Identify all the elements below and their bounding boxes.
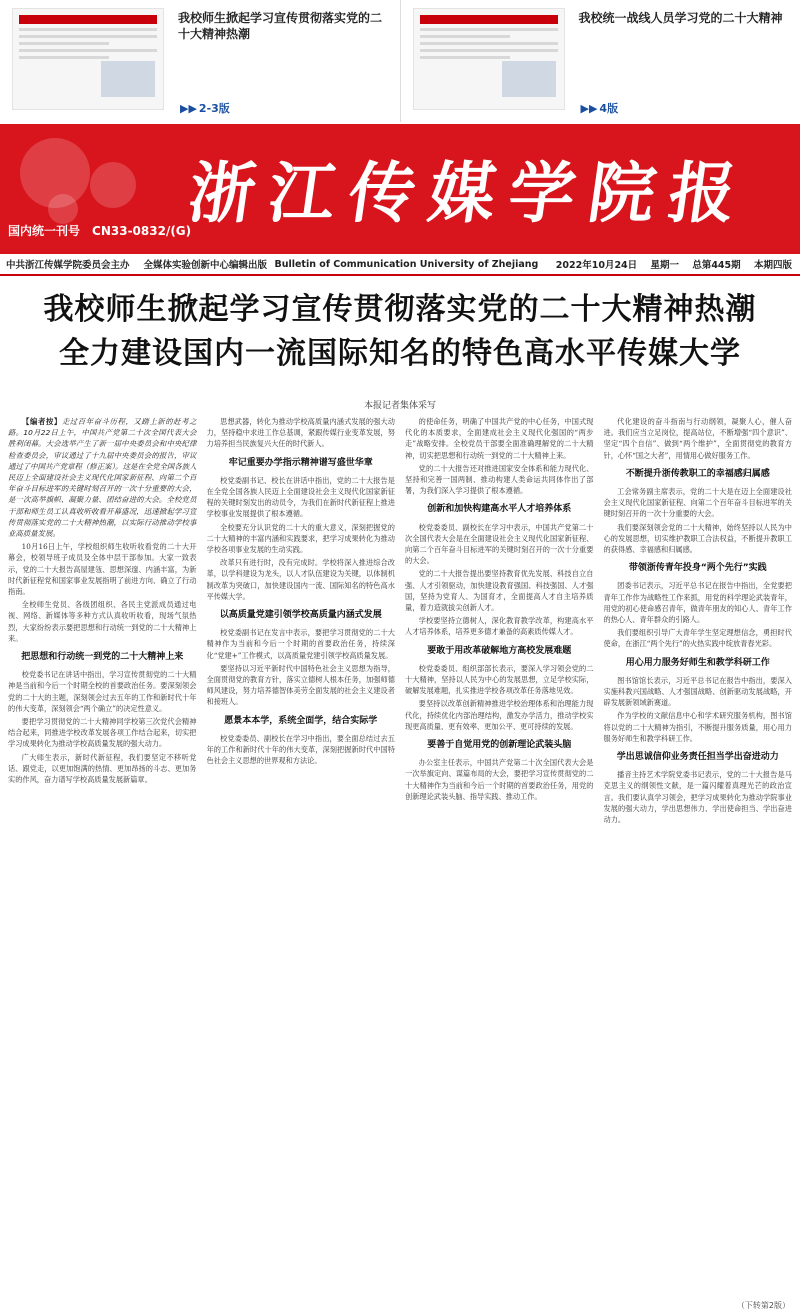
- teaser-strip: [0, 0, 800, 122]
- teaser-page-link[interactable]: ▶▶ 4版: [580, 102, 619, 115]
- subheading: 要善于自觉用党的创新理论武装头脑: [427, 740, 572, 751]
- subheading: 以高质量党建引领学校高质量内涵式发展: [219, 610, 382, 621]
- paragraph: 校党委副书记在发言中表示，要把学习贯彻党的二十大精神作为当前和今后一个时期的首要政治任务，持续深化“党建+”工作模式，以高质量党建引领学校高质量发展。: [206, 628, 395, 660]
- column-2: [207, 416, 396, 1296]
- subheading: 把思想和行动统一到党的二十大精神上来: [21, 652, 184, 663]
- subheading: 愿景本本学，系统全面学，结合实际学: [224, 715, 378, 726]
- paragraph: 的使命任务，明确了中国共产党的中心任务，中国式现代化的本质要求，全面建成社会主义现代化强国的“两步走”战略安排。全校党员干部要全面准确理解党的二十大精神，切实把思想和行动统一到党的二十大精神上来。: [405, 417, 594, 460]
- issue-date: 2022年10月24日: [555, 260, 638, 271]
- paragraph: 工会常务副主席表示，党的二十大是在迈上全面建设社会主义现代化国家新征程、向第二个百年奋斗目标进军的关键时刻召开的一次十分重要的大会。: [603, 487, 792, 519]
- issue-weekday: 星期一: [650, 260, 679, 271]
- paragraph: 校党委委员、副校长在学习中指出，要全面总结过去五年的工作和新时代十年的伟大变革，深刻把握新时代中国特色社会主义思想的世界观和方法论。: [206, 733, 395, 766]
- byline: 本报记者集体采写: [363, 401, 436, 411]
- subheading: 要敢于用改革破解地方高校发展难题: [427, 645, 572, 656]
- english-title: Bulletin of Communication University of Zhejiang: [274, 258, 539, 270]
- column-1: [8, 416, 197, 1296]
- issue-number: 总第445期: [692, 260, 741, 271]
- paragraph: 改革只有进行时，没有完成时。学校将深入推进综合改革，以学科建设为龙头，以人才队伍建设为关键，以体制机制改革为突破口，加快建设国内一流、国际知名的特色高水平传媒大学。: [206, 558, 395, 601]
- paragraph: 要把学习贯彻党的二十大精神同学校第三次党代会精神结合起来，同推进学校改革发展各项工作结合起来，切实把学习成果转化为推动学校高质量发展的强大动力。: [8, 717, 197, 749]
- subheading: 用心用力服务好师生和教学科研工作: [625, 657, 770, 668]
- lead-headline: [0, 290, 800, 374]
- paragraph: 校党委副书记、校长在讲话中指出，党的二十大报告是在全党全国各族人民迈上全面建设社会主义现代化国家新征程的关键时刻发出的动员令，为我们在新时代新征程上推进学校事业发展提供了根本遵循。: [206, 475, 395, 519]
- photo-placeholder-icon: [101, 61, 155, 97]
- paragraph: 要坚持以习近平新时代中国特色社会主义思想为指导，全面贯彻党的教育方针，落实立德树人根本任务，加强师德师风建设，努力培养德智体美劳全面发展的社会主义建设者和接班人。: [206, 663, 395, 707]
- paragraph: 我们要组织引导广大青年学生坚定理想信念，勇担时代使命，在浙江“两个先行”的火热实践中绽放青春光彩。: [603, 628, 792, 649]
- paragraph: 办公室主任表示，中国共产党第二十次全国代表大会是一次举旗定向、谋篇布局的大会，要把学习宣传贯彻党的二十大精神作为当前和今后一个时期的首要政治任务，用党的创新理论武装头脑、指导实践、推动工作。: [405, 758, 594, 801]
- subheading: 创新和加快构建高水平人才培养体系: [427, 504, 572, 515]
- editor-note: 【编者按】走过百年奋斗历程，又踏上新的赶考之路。10月22日上午，中国共产党第二十次全国代表大会胜利闭幕。大会选举产生了新一届中央委员会和中央纪律检查委员会，审议通过了十九届中央委员会的报告，审议通过了中国共产党章程（修正案）。这是在全党全国各族人民迈上全面建设社会主义现代化国家新征程、向第二个百年奋斗目标进军的关键时刻召开的一次十分重要的大会，是一次高举旗帜、凝聚力量、团结奋进的大会。全校党员干部和师生员工认真收听收看开幕盛况，迅速掀起学习宣传贯彻落实党的二十大精神热潮，以实际行动推动学校事业高质量发展。: [8, 417, 197, 539]
- paragraph: 思想武器，转化为推动学校高质量内涵式发展的强大动力，坚持稳中求进工作总基调，紧跟传媒行业变革发展，努力培养担当民族复兴大任的时代新人。: [206, 417, 395, 449]
- paragraph: 学校要坚持立德树人，深化教育教学改革，构建高水平人才培养体系，培养更多德才兼备的高素质传媒人才。: [405, 616, 594, 637]
- subheading: 带领浙传青年投身“两个先行”实践: [628, 563, 767, 574]
- headline-line-2: 全力建设国内一流国际知名的特色高水平传媒大学: [59, 336, 741, 371]
- paragraph: 团委书记表示，习近平总书记在报告中指出，全党要把青年工作作为战略性工作来抓，用党的科学理论武装青年，用党的初心使命感召青年，做青年朋友的知心人、青年工作的热心人、青年群众的引路人。: [603, 581, 792, 625]
- photo-placeholder-icon: [502, 61, 556, 97]
- paragraph: 10月16日上午，学校组织师生收听收看党的二十大开幕会，校领导班子成员及全体中层干部参加。大家一致表示，党的二十大报告高屋建瓴、思想深邃、内涵丰富，为新时代新征程党和国家事业发展指明了前进方向、确立了行动指南。: [8, 542, 197, 597]
- headline-line-1: 我校师生掀起学习宣传贯彻落实党的二十大精神热潮: [43, 292, 757, 327]
- paragraph: 党的二十大报告提出要坚持教育优先发展、科技自立自强、人才引领驱动，加快建设教育强国、科技强国、人才强国，坚持为党育人、为国育才，全面提高人才自主培养质量，着力造就拔尖创新人才。: [405, 569, 594, 613]
- paragraph: 全校师生党员、各级团组织、各民主党派成员通过电视、网络、新媒体等多种方式认真收听收看，现场气氛热烈，大家纷纷表示要把思想和行动统一到党的二十大精神上来。: [8, 600, 197, 643]
- paragraph: 代化建设的奋斗指南与行动纲领，凝聚人心，催人奋进。我们应当立足岗位，提高站位，不断增强“四个意识”、坚定“四个自信”、做到“两个维护”，全面贯彻党的教育方针，心怀“国之大者”，用情用心做好服务工作。: [603, 417, 792, 460]
- arrow-right-icon: ▶▶: [180, 102, 197, 115]
- subheading: 不断提升浙传教职工的幸福感归属感: [625, 468, 770, 479]
- column-4: [604, 416, 793, 1296]
- paragraph: 播音主持艺术学院党委书记表示，党的二十大报告是马克思主义的纲领性文献，是一篇闪耀着真理光芒的政治宣言。我们要认真学习领会，把学习成果转化为推动学院事业发展的强大动力，学出思想伟力、学出使命担当、学出奋进动力。: [603, 770, 792, 825]
- teaser-right[interactable]: [401, 0, 800, 122]
- paragraph: 校党委书记在讲话中指出，学习宣传贯彻党的二十大精神是当前和今后一个时期全校的首要政治任务。要深刻领会党的二十大的主题，深刻领会过去五年的工作和新时代十年的伟大变革，深刻领会“两个确立”的决定性意义。: [8, 670, 197, 713]
- teaser-page-link[interactable]: ▶▶ 2-3版: [180, 102, 230, 115]
- teaser-left[interactable]: [0, 0, 401, 122]
- teaser-title[interactable]: 我校师生掀起学习宣传贯彻落实党的二十大精神热潮: [178, 11, 383, 41]
- teaser-thumbnail[interactable]: [413, 8, 565, 110]
- subheading: 牢记重要办学指示精神谱写盛世华章: [228, 457, 373, 468]
- paragraph: 党的二十大报告还对推进国家安全体系和能力现代化、坚持和完善一国两制、推动构建人类命运共同体作出了部署，为我们深入学习提供了根本遵循。: [405, 463, 594, 496]
- page-count: 本期四版: [753, 260, 792, 271]
- paragraph: 作为学校的文献信息中心和学术研究服务机构，图书馆将以党的二十大精神为指引，不断提升服务质量，用心用力服务好师生和教学科研工作。: [603, 711, 792, 743]
- paragraph: 广大师生表示，新时代新征程，我们要坚定不移听党话、跟党走，以更加饱满的热情、更加昂扬的斗志、更加务实的作风，奋力谱写学校高质量发展新篇章。: [8, 752, 197, 785]
- paragraph: 校党委委员、组织部部长表示，要深入学习领会党的二十大精神，坚持以人民为中心的发展思想，立足学校实际，破解发展难题，扎实推进学校各项改革任务落地见效。: [405, 663, 594, 696]
- column-3: [405, 416, 594, 1296]
- issue-meta: [546, 257, 792, 271]
- masthead: [0, 124, 800, 254]
- serial-number: 国内统一刊号 CN33-0832/(G): [8, 224, 192, 238]
- teaser-thumbnail[interactable]: [12, 8, 164, 110]
- paragraph: 校党委委员、副校长在学习中表示，中国共产党第二十次全国代表大会是在全面建设社会主义现代化国家新征程、向第二个百年奋斗目标进军的关键时刻召开的一次十分重要的大会。: [405, 522, 594, 566]
- paragraph: 图书馆馆长表示，习近平总书记在报告中指出，要深入实施科教兴国战略、人才强国战略、创新驱动发展战略，开辟发展新领域新赛道。: [603, 675, 792, 708]
- slogan: 全媒体实验创新中心编辑出版: [143, 260, 268, 271]
- paragraph: 我们要深刻领会党的二十大精神，始终坚持以人民为中心的发展思想，切实维护教职工合法权益，不断提升教职工的获得感、幸福感和归属感。: [603, 522, 792, 555]
- continued-note: （下转第2版）: [736, 1301, 790, 1310]
- masthead-title: 浙江传媒学院报: [183, 154, 755, 232]
- paragraph: 要坚持以改革创新精神推进学校治理体系和治理能力现代化，持续优化内部治理结构，激发办学活力，推动学校实现更高质量、更有效率、更加公平、更可持续的发展。: [405, 699, 594, 731]
- paragraph: 全校要充分认识党的二十大的重大意义，深刻把握党的二十大精神的丰富内涵和实践要求，把学习成果转化为推动学校各项事业发展的生动实践。: [206, 522, 395, 555]
- sponsor: 中共浙江传媒学院委员会主办: [6, 260, 130, 271]
- teaser-title[interactable]: 我校统一战线人员学习党的二十大精神: [578, 11, 783, 25]
- arrow-right-icon: ▶▶: [580, 102, 598, 115]
- info-bar: [0, 254, 800, 276]
- article-body: [8, 416, 792, 1296]
- subheading: 学出思诚信仰业务责任担当学出奋进动力: [616, 752, 779, 763]
